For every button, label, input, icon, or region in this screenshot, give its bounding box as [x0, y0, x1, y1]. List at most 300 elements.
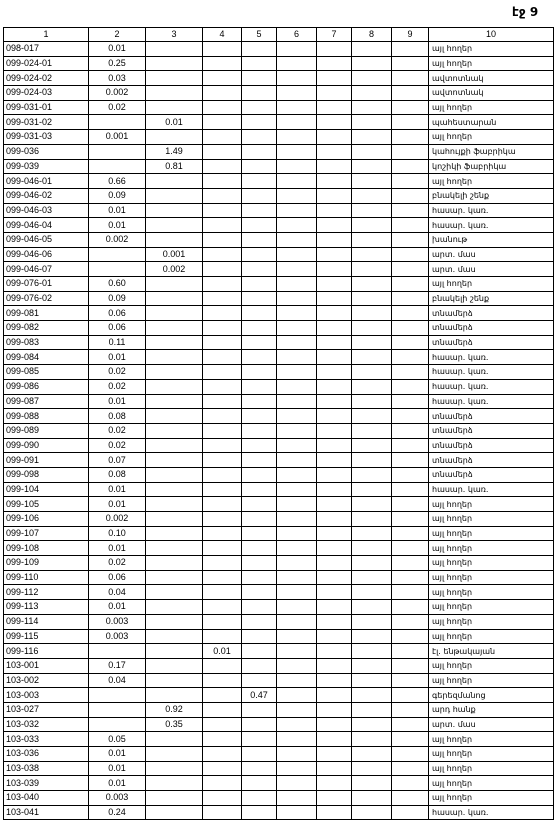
table-cell: 1.49: [146, 144, 203, 159]
table-cell: [203, 86, 242, 101]
table-cell: 0.02: [89, 438, 146, 453]
table-cell: [89, 247, 146, 262]
table-cell: [317, 409, 352, 424]
table-row: [4, 688, 554, 703]
table-cell: 0.002: [89, 512, 146, 527]
table-row: [4, 629, 554, 644]
table-cell: [392, 232, 429, 247]
table-cell: [146, 56, 203, 71]
table-cell: 099-046-03: [4, 203, 89, 218]
table-cell: [392, 600, 429, 615]
table-cell: [352, 556, 392, 571]
table-cell: [203, 409, 242, 424]
table-cell: [203, 159, 242, 174]
table-cell: [352, 409, 392, 424]
table-cell: 099-076-01: [4, 277, 89, 292]
table-cell: [352, 306, 392, 321]
table-cell: 0.01: [89, 203, 146, 218]
table-cell: [203, 130, 242, 145]
table-cell: [392, 350, 429, 365]
table-row: [4, 600, 554, 615]
table-cell: [242, 188, 277, 203]
table-cell: 0.05: [89, 732, 146, 747]
table-cell: ավտոտնակ: [429, 71, 554, 86]
table-cell: 103-032: [4, 717, 89, 732]
table-cell: [277, 438, 317, 453]
table-cell: [203, 306, 242, 321]
table-cell: [352, 453, 392, 468]
table-cell: [392, 717, 429, 732]
table-cell: [392, 262, 429, 277]
table-cell: [392, 805, 429, 820]
table-cell: [392, 556, 429, 571]
table-cell: 099-112: [4, 585, 89, 600]
table-row: [4, 658, 554, 673]
table-cell: [277, 379, 317, 394]
table-cell: [392, 438, 429, 453]
table-cell: [352, 56, 392, 71]
table-row: [4, 541, 554, 556]
table-cell: [203, 658, 242, 673]
table-cell: [317, 100, 352, 115]
table-cell: [317, 232, 352, 247]
table-cell: [392, 702, 429, 717]
table-cell: [242, 658, 277, 673]
table-cell: [203, 688, 242, 703]
table-cell: 0.06: [89, 570, 146, 585]
table-cell: [242, 497, 277, 512]
column-header: 7: [317, 28, 352, 42]
table-cell: [242, 556, 277, 571]
table-cell: [277, 335, 317, 350]
table-row: [4, 277, 554, 292]
table-cell: հասար. կառ.: [429, 365, 554, 380]
table-row: [4, 86, 554, 101]
table-row: [4, 482, 554, 497]
table-cell: [277, 115, 317, 130]
table-cell: [277, 688, 317, 703]
table-cell: [146, 688, 203, 703]
table-cell: [352, 188, 392, 203]
table-cell: 099-115: [4, 629, 89, 644]
table-cell: [203, 247, 242, 262]
table-cell: [317, 776, 352, 791]
table-cell: [203, 218, 242, 233]
land-parcel-table: [3, 27, 554, 820]
table-cell: տնամերձ: [429, 335, 554, 350]
table-cell: կոշիկի ֆաբրիկա: [429, 159, 554, 174]
table-cell: [317, 614, 352, 629]
table-cell: [242, 394, 277, 409]
table-cell: [392, 423, 429, 438]
table-cell: [352, 512, 392, 527]
table-row: [4, 42, 554, 57]
table-cell: [203, 761, 242, 776]
table-cell: [352, 174, 392, 189]
table-cell: [203, 673, 242, 688]
table-row: [4, 585, 554, 600]
table-cell: այլ հողեր: [429, 614, 554, 629]
table-row: [4, 56, 554, 71]
table-cell: [352, 541, 392, 556]
table-cell: [352, 702, 392, 717]
table-cell: 0.003: [89, 614, 146, 629]
table-cell: [203, 717, 242, 732]
table-cell: [392, 776, 429, 791]
table-cell: [242, 262, 277, 277]
table-cell: [317, 482, 352, 497]
table-cell: [392, 71, 429, 86]
table-cell: [317, 218, 352, 233]
table-cell: [146, 174, 203, 189]
table-cell: [242, 791, 277, 806]
column-header: 8: [352, 28, 392, 42]
table-cell: [392, 174, 429, 189]
table-cell: [392, 379, 429, 394]
table-cell: 0.01: [89, 218, 146, 233]
table-cell: [242, 277, 277, 292]
table-cell: [146, 423, 203, 438]
table-cell: [392, 321, 429, 336]
table-cell: 0.01: [89, 541, 146, 556]
table-cell: [277, 467, 317, 482]
table-row: [4, 791, 554, 806]
table-cell: [242, 335, 277, 350]
table-cell: [146, 482, 203, 497]
table-cell: 0.01: [89, 482, 146, 497]
table-cell: [242, 526, 277, 541]
table-cell: [277, 159, 317, 174]
table-cell: այլ հողեր: [429, 570, 554, 585]
table-cell: [277, 644, 317, 659]
table-cell: [277, 673, 317, 688]
table-cell: [352, 629, 392, 644]
table-cell: [392, 365, 429, 380]
table-cell: [203, 379, 242, 394]
table-cell: [242, 717, 277, 732]
table-cell: [392, 218, 429, 233]
table-cell: [242, 600, 277, 615]
table-cell: [392, 247, 429, 262]
table-cell: այլ հողեր: [429, 658, 554, 673]
table-cell: [146, 394, 203, 409]
table-cell: 0.06: [89, 306, 146, 321]
table-cell: [242, 247, 277, 262]
table-cell: [89, 644, 146, 659]
table-cell: [277, 130, 317, 145]
table-cell: [242, 232, 277, 247]
table-cell: [352, 585, 392, 600]
table-cell: [352, 423, 392, 438]
table-cell: 099-105: [4, 497, 89, 512]
table-cell: բնակելի շենք: [429, 291, 554, 306]
table-cell: [392, 453, 429, 468]
table-cell: 099-091: [4, 453, 89, 468]
table-cell: [352, 658, 392, 673]
table-row: [4, 144, 554, 159]
table-row: [4, 262, 554, 277]
table-cell: [392, 277, 429, 292]
table-cell: [203, 791, 242, 806]
table-cell: [242, 541, 277, 556]
table-cell: արտ. մաս: [429, 717, 554, 732]
table-cell: [317, 732, 352, 747]
table-row: [4, 247, 554, 262]
table-cell: 0.02: [89, 379, 146, 394]
table-cell: 099-113: [4, 600, 89, 615]
table-cell: [317, 247, 352, 262]
table-row: [4, 438, 554, 453]
table-row: [4, 805, 554, 820]
table-cell: 099-114: [4, 614, 89, 629]
table-cell: [352, 350, 392, 365]
table-cell: [203, 453, 242, 468]
table-row: [4, 394, 554, 409]
table-cell: [352, 614, 392, 629]
table-cell: [277, 805, 317, 820]
table-cell: [146, 100, 203, 115]
table-cell: [146, 791, 203, 806]
table-cell: այլ հողեր: [429, 556, 554, 571]
table-row: [4, 115, 554, 130]
table-cell: հասար. կառ.: [429, 218, 554, 233]
table-cell: [277, 747, 317, 762]
table-cell: 0.17: [89, 658, 146, 673]
table-cell: [242, 71, 277, 86]
table-cell: 099-107: [4, 526, 89, 541]
page-number: էջ 9: [512, 5, 539, 19]
table-cell: այլ հողեր: [429, 776, 554, 791]
table-cell: [352, 277, 392, 292]
table-cell: 099-046-04: [4, 218, 89, 233]
table-cell: [352, 761, 392, 776]
table-cell: [203, 541, 242, 556]
table-cell: 103-039: [4, 776, 89, 791]
table-cell: [317, 600, 352, 615]
table-row: [4, 203, 554, 218]
table-cell: արդ հանք: [429, 702, 554, 717]
table-cell: 0.60: [89, 277, 146, 292]
table-cell: [392, 512, 429, 527]
table-cell: 099-024-02: [4, 71, 89, 86]
table-cell: [317, 174, 352, 189]
table-cell: [317, 717, 352, 732]
table-cell: [203, 585, 242, 600]
table-cell: 0.25: [89, 56, 146, 71]
table-cell: [242, 115, 277, 130]
table-cell: 099-076-02: [4, 291, 89, 306]
table-cell: [317, 791, 352, 806]
table-row: [4, 130, 554, 145]
table-cell: [277, 262, 317, 277]
table-cell: 0.01: [89, 350, 146, 365]
table-cell: խանութ: [429, 232, 554, 247]
table-cell: [242, 291, 277, 306]
table-cell: [242, 776, 277, 791]
table-cell: [242, 732, 277, 747]
table-cell: [392, 159, 429, 174]
table-cell: [317, 702, 352, 717]
table-cell: 0.06: [89, 321, 146, 336]
table-cell: [146, 306, 203, 321]
table-cell: [89, 159, 146, 174]
table-cell: [277, 218, 317, 233]
table-cell: [277, 144, 317, 159]
table-cell: 099-046-02: [4, 188, 89, 203]
table-cell: [317, 644, 352, 659]
table-cell: 0.92: [146, 702, 203, 717]
table-row: [4, 512, 554, 527]
table-cell: [203, 203, 242, 218]
table-cell: [242, 144, 277, 159]
table-cell: [317, 159, 352, 174]
table-row: [4, 71, 554, 86]
table-cell: 099-108: [4, 541, 89, 556]
table-cell: 0.11: [89, 335, 146, 350]
table-cell: [146, 453, 203, 468]
table-cell: [242, 614, 277, 629]
table-cell: 0.09: [89, 291, 146, 306]
table-cell: [277, 100, 317, 115]
table-cell: 099-085: [4, 365, 89, 380]
table-cell: [392, 335, 429, 350]
column-header: 5: [242, 28, 277, 42]
table-cell: [317, 805, 352, 820]
column-header: 4: [203, 28, 242, 42]
table-cell: հասար. կառ.: [429, 350, 554, 365]
table-cell: [146, 188, 203, 203]
table-cell: [317, 335, 352, 350]
table-row: [4, 291, 554, 306]
table-cell: [242, 365, 277, 380]
table-cell: [146, 541, 203, 556]
table-cell: [392, 394, 429, 409]
table-cell: [352, 159, 392, 174]
table-cell: 099-046-06: [4, 247, 89, 262]
table-cell: [392, 791, 429, 806]
table-cell: [146, 526, 203, 541]
table-cell: ավտոտնակ: [429, 86, 554, 101]
table-cell: [89, 688, 146, 703]
table-cell: 0.002: [89, 86, 146, 101]
table-cell: 0.002: [89, 232, 146, 247]
table-cell: [277, 526, 317, 541]
table-cell: [203, 291, 242, 306]
table-cell: [317, 203, 352, 218]
table-cell: բնակելի շենք: [429, 188, 554, 203]
table-cell: 0.09: [89, 188, 146, 203]
table-cell: [392, 570, 429, 585]
table-cell: 099-039: [4, 159, 89, 174]
table-cell: [242, 512, 277, 527]
table-cell: [146, 291, 203, 306]
table-cell: [392, 614, 429, 629]
table-cell: [317, 761, 352, 776]
table-cell: [146, 365, 203, 380]
table-cell: [242, 673, 277, 688]
table-cell: [146, 232, 203, 247]
table-cell: [146, 203, 203, 218]
table-cell: [277, 247, 317, 262]
table-cell: [352, 379, 392, 394]
table-cell: 0.07: [89, 453, 146, 468]
table-cell: 099-104: [4, 482, 89, 497]
table-cell: [277, 497, 317, 512]
table-cell: [352, 747, 392, 762]
table-cell: [352, 673, 392, 688]
table-cell: 0.08: [89, 467, 146, 482]
table-cell: [277, 776, 317, 791]
table-cell: [317, 467, 352, 482]
table-row: [4, 776, 554, 791]
table-cell: [242, 702, 277, 717]
table-row: [4, 556, 554, 571]
table-cell: [203, 423, 242, 438]
table-cell: [392, 144, 429, 159]
table-cell: տնամերձ: [429, 467, 554, 482]
table-cell: հասար. կառ.: [429, 379, 554, 394]
table-cell: [392, 115, 429, 130]
table-cell: [277, 71, 317, 86]
table-cell: 0.003: [89, 629, 146, 644]
table-cell: այլ հողեր: [429, 761, 554, 776]
table-cell: [352, 115, 392, 130]
table-cell: [317, 556, 352, 571]
table-cell: այլ հողեր: [429, 56, 554, 71]
table-cell: այլ հողեր: [429, 629, 554, 644]
table-cell: [277, 717, 317, 732]
table-row: [4, 732, 554, 747]
table-cell: [392, 688, 429, 703]
table-cell: 099-116: [4, 644, 89, 659]
table-row: [4, 365, 554, 380]
table-cell: [203, 115, 242, 130]
table-cell: [277, 277, 317, 292]
table-cell: [277, 629, 317, 644]
table-cell: [146, 409, 203, 424]
table-cell: [203, 232, 242, 247]
table-cell: [352, 144, 392, 159]
table-cell: [146, 776, 203, 791]
table-cell: [203, 805, 242, 820]
table-cell: [242, 306, 277, 321]
table-cell: [352, 570, 392, 585]
table-cell: 099-046-01: [4, 174, 89, 189]
table-cell: 0.01: [89, 600, 146, 615]
column-header: 10: [429, 28, 554, 42]
table-cell: [242, 379, 277, 394]
table-cell: [392, 658, 429, 673]
table-cell: [392, 673, 429, 688]
table-row: [4, 761, 554, 776]
table-cell: արտ. մաս: [429, 247, 554, 262]
table-cell: [352, 526, 392, 541]
table-cell: [146, 497, 203, 512]
table-cell: [392, 42, 429, 57]
table-cell: [277, 174, 317, 189]
table-row: [4, 100, 554, 115]
table-cell: [277, 56, 317, 71]
table-cell: 0.01: [89, 747, 146, 762]
table-cell: [392, 526, 429, 541]
table-cell: 099-046-07: [4, 262, 89, 277]
table-cell: այլ հողեր: [429, 174, 554, 189]
table-cell: հասար. կառ.: [429, 805, 554, 820]
table-cell: 099-089: [4, 423, 89, 438]
table-cell: տնամերձ: [429, 453, 554, 468]
table-cell: [392, 732, 429, 747]
table-cell: [277, 42, 317, 57]
